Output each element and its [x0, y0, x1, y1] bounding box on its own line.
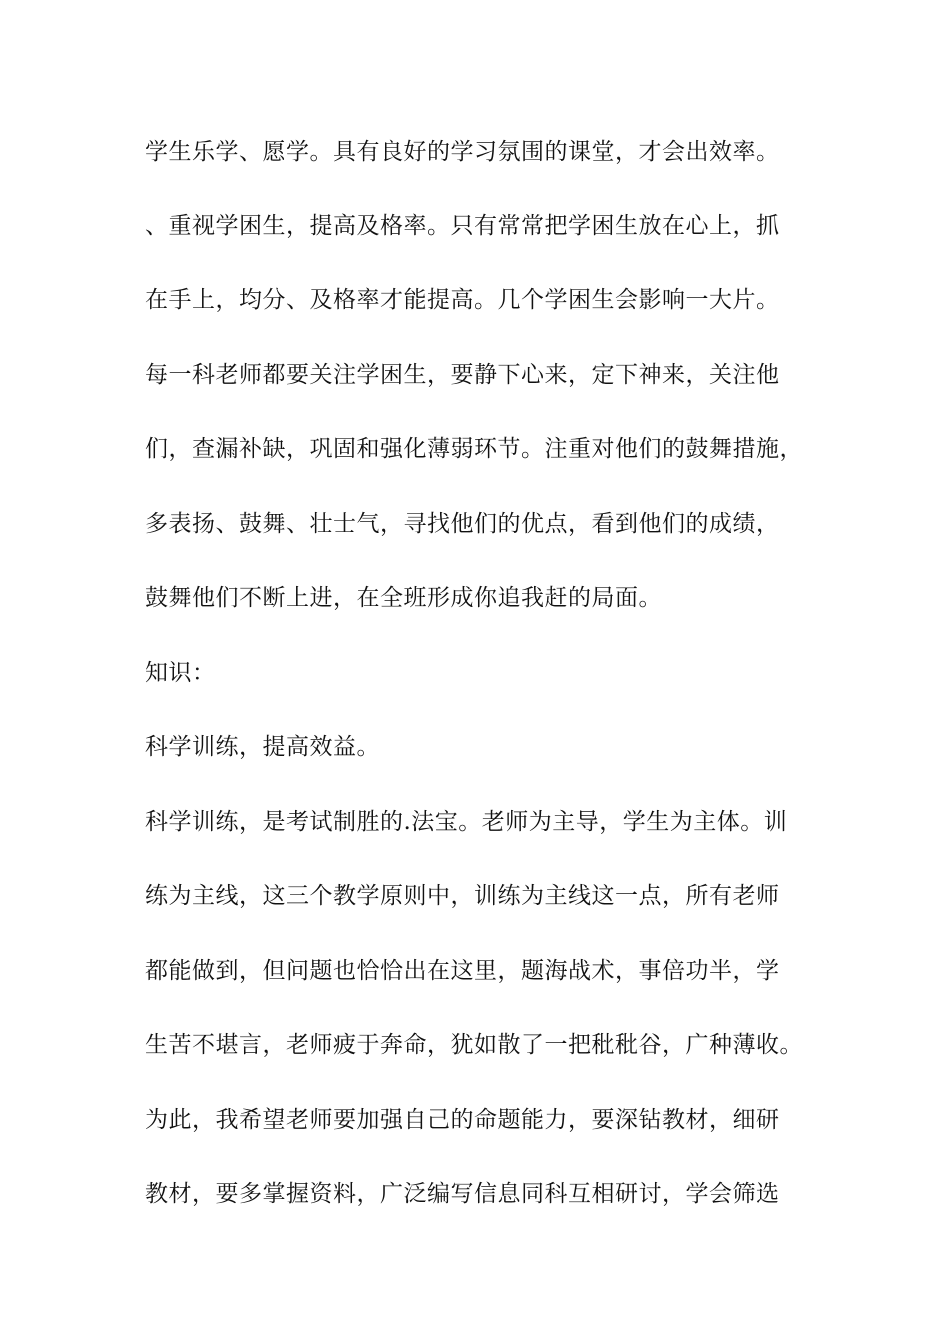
text-line: 每一科老师都要关注学困生，要静下心来，定下神来，关注他	[145, 362, 780, 388]
section-heading: 知识：	[145, 660, 216, 686]
text-line: 在手上，均分、及格率才能提高。几个学困生会影响一大片。	[145, 287, 780, 313]
text-line: 练为主线，这三个教学原则中，训练为主线这一点，所有老师	[145, 883, 780, 909]
text-line: 学生乐学、愿学。具有良好的学习氛围的课堂，才会出效率。	[145, 139, 780, 165]
text-line: 鼓舞他们不断上进，在全班形成你追我赶的局面。	[145, 585, 662, 611]
text-line: 们，查漏补缺，巩固和强化薄弱环节。注重对他们的鼓舞措施，	[145, 436, 803, 462]
text-line: 教材，要多掌握资料，广泛编写信息同科互相研讨，学会筛选	[145, 1181, 780, 1207]
text-line: 都能做到，但问题也恰恰出在这里，题海战术，事倍功半，学	[145, 958, 780, 984]
text-line: 、重视学困生，提高及格率。只有常常把学困生放在心上，抓	[145, 213, 780, 239]
text-line: 科学训练，是考试制胜的.法宝。老师为主导，学生为主体。训	[145, 809, 788, 835]
text-line: 科学训练，提高效益。	[145, 734, 380, 760]
text-line: 为此，我希望老师要加强自己的命题能力，要深钻教材，细研	[145, 1107, 780, 1133]
text-line: 多表扬、鼓舞、壮士气，寻找他们的优点，看到他们的成绩，	[145, 511, 780, 537]
text-line: 生苦不堪言，老师疲于奔命，犹如散了一把秕秕谷，广种薄收。	[145, 1032, 803, 1058]
